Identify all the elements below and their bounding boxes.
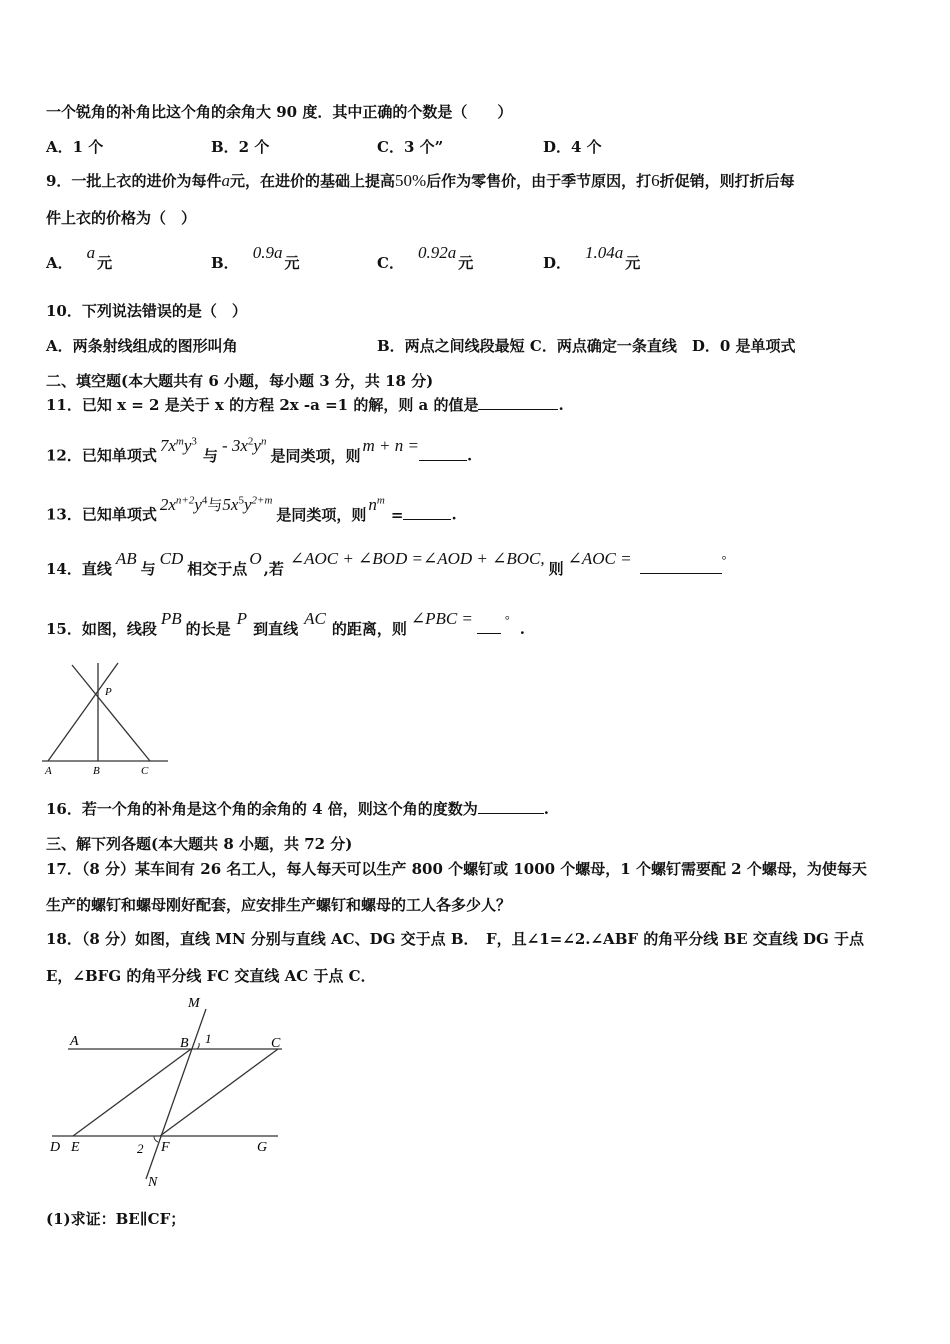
- q14-answer-blank[interactable]: [640, 559, 722, 574]
- q18-figure: [40, 995, 300, 1195]
- q18-line-fc: [160, 1049, 278, 1136]
- q15: 15．如图，线段PB的长是P到直线AC的距离，则∠PBC = ° .: [46, 609, 525, 638]
- q9-line2: 件上衣的价格为（ ）: [46, 209, 197, 227]
- q15-label-b: B: [93, 765, 100, 777]
- q14: 14．直线AB与CD相交于点O,若∠AOC + ∠BOD =∠AOD + ∠BOC,则∠AOC = °: [46, 549, 727, 578]
- q18-label-2: 2: [137, 1141, 144, 1156]
- q13-answer-blank[interactable]: [403, 505, 451, 520]
- q17-line1: 17．（8 分）某车间有 26 名工人，每人每天可以生产 800 个螺钉或 1000 个螺母，1 个螺钉需要配 2 个螺母，为使每天: [46, 860, 867, 878]
- q8-option-d: D．4 个: [543, 138, 602, 156]
- q8-option-a: A．1 个: [46, 138, 104, 156]
- q18-label-a: A: [70, 1034, 79, 1049]
- q18-label-e: E: [71, 1140, 80, 1155]
- q10-option-a: A．两条射线组成的图形叫角: [46, 337, 238, 355]
- q17-line2: 生产的螺钉和螺母刚好配套，应安排生产螺钉和螺母的工人各多少人？: [46, 896, 512, 914]
- q13: 13．已知单项式$2x^{n+2}y^4$与$5x^5y^{2+m}$是同类项，则$n^m=$ .: [46, 494, 457, 524]
- q12: 12．已知单项式$7x^my^3$与- $3x^2y^n$是同类项，则m + n =.: [46, 435, 473, 465]
- q15-label-p: P: [105, 686, 112, 698]
- q18-label-1: 1: [205, 1031, 212, 1046]
- q18-label-c: C: [271, 1036, 281, 1051]
- q8-statement: 一个锐角的补角比这个角的余角大 90 度．其中正确的个数是（ ）: [46, 103, 513, 121]
- q9-option-d: D．1.04a元: [543, 243, 641, 272]
- q10-options-bcd: B．两点之间线段最短 C．两点确定一条直线 D．0 是单项式: [377, 337, 796, 355]
- q18-label-n: N: [148, 1175, 158, 1190]
- q18-label-d: D: [50, 1140, 61, 1155]
- q18-line1: 18．（8 分）如图，直线 MN 分别与直线 AC、DG 交于点 B． F，且∠1=∠2.∠ABF 的角平分线 BE 交直线 DG 于点: [46, 930, 865, 948]
- q18-line-be: [73, 1049, 191, 1136]
- q18-line2: E，∠BFG 的角平分线 FC 交直线 AC 于点 C．: [46, 967, 376, 985]
- q18-label-f: F: [161, 1140, 170, 1155]
- q16-answer-blank[interactable]: [478, 799, 544, 814]
- q18-line-mn: [146, 1009, 206, 1179]
- q15-figure: [40, 655, 180, 780]
- q11-answer-blank[interactable]: [478, 395, 558, 410]
- q18-part1: (1)求证：BE∥CF；: [46, 1210, 186, 1228]
- q15-label-a: A: [45, 765, 52, 777]
- section-3-heading: 三、解下列各题(本大题共 8 小题，共 72 分): [46, 835, 353, 853]
- q15-label-c: C: [141, 765, 149, 777]
- q9-line1: 9．一批上衣的进价为每件a元，在进价的基础上提高50%后作为零售价，由于季节原因，打6折促销，则打折后每: [46, 171, 795, 190]
- q15-answer-blank[interactable]: [477, 619, 501, 634]
- q18-label-m: M: [188, 996, 200, 1011]
- q10-statement: 10．下列说法错误的是（ ）: [46, 302, 247, 320]
- q18-angle-1-arc: [197, 1043, 199, 1049]
- q18-label-b: B: [180, 1036, 189, 1051]
- q9-option-b: B．0.9a元: [211, 243, 300, 272]
- q18-angle-2-arc: [154, 1136, 158, 1142]
- q18-label-g: G: [257, 1140, 268, 1155]
- q9-option-c: C．0.92a元: [377, 243, 474, 272]
- q8-option-c: C．3 个”: [377, 138, 444, 156]
- q9-option-a: A．a元: [46, 243, 113, 272]
- q8-option-b: B．2 个: [211, 138, 270, 156]
- q15-line-right: [72, 665, 150, 761]
- q11: 11．已知 x = 2 是关于 x 的方程 2x -a =1 的解，则 a 的值是 .: [46, 396, 564, 414]
- q12-answer-blank[interactable]: [419, 446, 467, 461]
- section-2-heading: 二、填空题(本大题共有 6 小题，每小题 3 分，共 18 分): [46, 372, 434, 390]
- q16: 16．若一个角的补角是这个角的余角的 4 倍，则这个角的度数为 .: [46, 800, 549, 818]
